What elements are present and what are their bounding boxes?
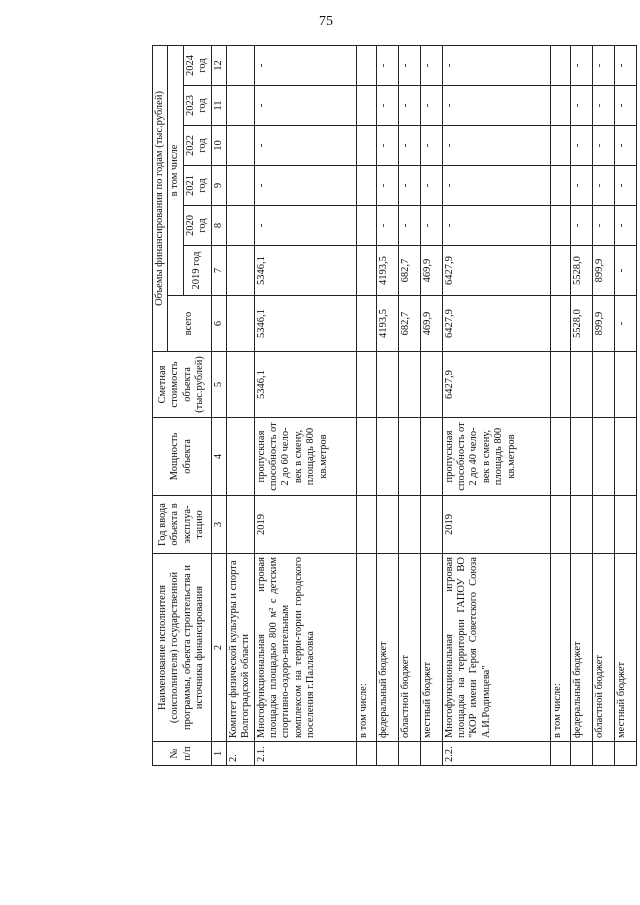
header-funding-group: Объемы финансирования по годам (тыс.рублей): [153, 45, 168, 351]
source-dash: -: [420, 126, 442, 166]
source-total: -: [614, 296, 636, 352]
column-number: 2: [211, 554, 226, 742]
row-cost: 6427,9: [442, 352, 550, 418]
table-row: [254, 45, 356, 765]
including-label: в том числе:: [550, 554, 570, 742]
source-dash: -: [592, 86, 614, 126]
row-2023: -: [254, 86, 356, 126]
source-total: 899,9: [592, 296, 614, 352]
row-2023: -: [442, 86, 550, 126]
column-numbers-row: [211, 45, 226, 765]
header-year-2021: 2021 год: [183, 166, 211, 206]
column-number: 9: [211, 166, 226, 206]
source-total: 469,9: [420, 296, 442, 352]
row-2021: -: [442, 166, 550, 206]
row-2022: -: [254, 126, 356, 166]
source-dash: -: [420, 86, 442, 126]
source-dash: -: [420, 206, 442, 246]
source-total: 5528,0: [570, 296, 592, 352]
rotated-table-wrapper: [152, 46, 640, 766]
row-name: Комитет физической культуры и спорта Волгоградской области: [226, 554, 254, 742]
source-2019: 682,7: [398, 246, 420, 296]
source-dash: -: [398, 86, 420, 126]
row-no: 2.1.: [254, 742, 356, 766]
including-label: в том числе:: [356, 554, 376, 742]
header-year: Год ввода объекта в эксплуа-тацию: [153, 496, 212, 554]
row-2019: 5346,1: [254, 246, 356, 296]
row-total: 5346,1: [254, 296, 356, 352]
source-label: областной бюджет: [398, 554, 420, 742]
row-cost: 5346,1: [254, 352, 356, 418]
source-total: 682,7: [398, 296, 420, 352]
source-dash: -: [376, 126, 398, 166]
column-number: 4: [211, 418, 226, 496]
column-number: 8: [211, 206, 226, 246]
source-dash: -: [398, 45, 420, 85]
source-dash: -: [570, 126, 592, 166]
table-row: [614, 45, 636, 765]
source-dash: -: [614, 86, 636, 126]
source-dash: -: [420, 45, 442, 85]
source-dash: -: [614, 206, 636, 246]
source-label: федеральный бюджет: [376, 554, 398, 742]
header-in-that-number: в том числе: [168, 45, 183, 295]
source-dash: -: [420, 166, 442, 206]
row-2022: -: [442, 126, 550, 166]
column-number: 3: [211, 496, 226, 554]
table-row: [420, 45, 442, 765]
source-label: местный бюджет: [614, 554, 636, 742]
source-2019: 4193,5: [376, 246, 398, 296]
source-dash: -: [398, 126, 420, 166]
page-number: 75: [319, 14, 333, 29]
column-number: 12: [211, 45, 226, 85]
source-dash: -: [398, 206, 420, 246]
row-2020: -: [254, 206, 356, 246]
column-number: 11: [211, 86, 226, 126]
row-year: 2019: [254, 496, 356, 554]
table-row: [592, 45, 614, 765]
source-dash: -: [592, 45, 614, 85]
row-2020: -: [442, 206, 550, 246]
column-number: 7: [211, 246, 226, 296]
source-dash: -: [376, 86, 398, 126]
row-no: 2.2.: [442, 742, 550, 766]
source-label: федеральный бюджет: [570, 554, 592, 742]
source-dash: -: [592, 166, 614, 206]
column-number: 1: [211, 742, 226, 766]
source-2019: 899,9: [592, 246, 614, 296]
row-2024: -: [442, 45, 550, 85]
source-dash: -: [570, 206, 592, 246]
source-dash: -: [570, 166, 592, 206]
source-2019: -: [614, 246, 636, 296]
row-name: Многофункциональная игровая площадка площадью 800 м² с детским спортивно-оздоро-вительным комплексом на терри-тории городского поселения г.Палласовка: [254, 554, 356, 742]
header-year-2023: 2023 год: [183, 86, 211, 126]
financing-table: [152, 45, 637, 766]
row-name: Многофункциональная игровая площадка на территории ГАПОУ ВО "КОР имени Героя Советского Союза А.И.Родимцева": [442, 554, 550, 742]
source-dash: -: [398, 166, 420, 206]
row-capacity: пропускная способность от 2 до 60 чело-век в смену, площадь 800 кв.метров: [254, 418, 356, 496]
table-row: [570, 45, 592, 765]
source-2019: 469,9: [420, 246, 442, 296]
table-row: [226, 45, 254, 765]
row-year: 2019: [442, 496, 550, 554]
column-number: 10: [211, 126, 226, 166]
header-capacity: Мощность объекта: [153, 418, 212, 496]
source-dash: -: [614, 126, 636, 166]
header-year-2019: 2019 год: [183, 246, 211, 296]
source-dash: -: [592, 126, 614, 166]
row-capacity: пропускная способность от 2 до 40 чело-век в смену, площадь 800 кв.метров: [442, 418, 550, 496]
source-dash: -: [570, 45, 592, 85]
table-row: [356, 45, 376, 765]
row-no: 2.: [226, 742, 254, 766]
row-2021: -: [254, 166, 356, 206]
source-dash: -: [614, 166, 636, 206]
source-2019: 5528,0: [570, 246, 592, 296]
row-total: 6427,9: [442, 296, 550, 352]
header-year-2022: 2022 год: [183, 126, 211, 166]
header-no: № п/п: [153, 742, 212, 766]
header-cost: Сметная стоимость объекта (тыс.рублей): [153, 352, 212, 418]
header-total: всего: [168, 296, 211, 352]
source-label: местный бюджет: [420, 554, 442, 742]
source-dash: -: [376, 206, 398, 246]
source-dash: -: [570, 86, 592, 126]
table-row: [442, 45, 550, 765]
header-year-2020: 2020 год: [183, 206, 211, 246]
source-dash: -: [376, 166, 398, 206]
row-2024: -: [254, 45, 356, 85]
column-number: 6: [211, 296, 226, 352]
header-name: Наименование исполнителя (соисполнителя) государственной программы, объекта строительства и источника финансирования: [153, 554, 212, 742]
table-row: [398, 45, 420, 765]
source-total: 4193,5: [376, 296, 398, 352]
source-label: областной бюджет: [592, 554, 614, 742]
table-row: [550, 45, 570, 765]
table-row: [376, 45, 398, 765]
source-dash: -: [614, 45, 636, 85]
row-2019: 6427,9: [442, 246, 550, 296]
source-dash: -: [376, 45, 398, 85]
header-year-2024: 2024 год: [183, 45, 211, 85]
column-number: 5: [211, 352, 226, 418]
source-dash: -: [592, 206, 614, 246]
